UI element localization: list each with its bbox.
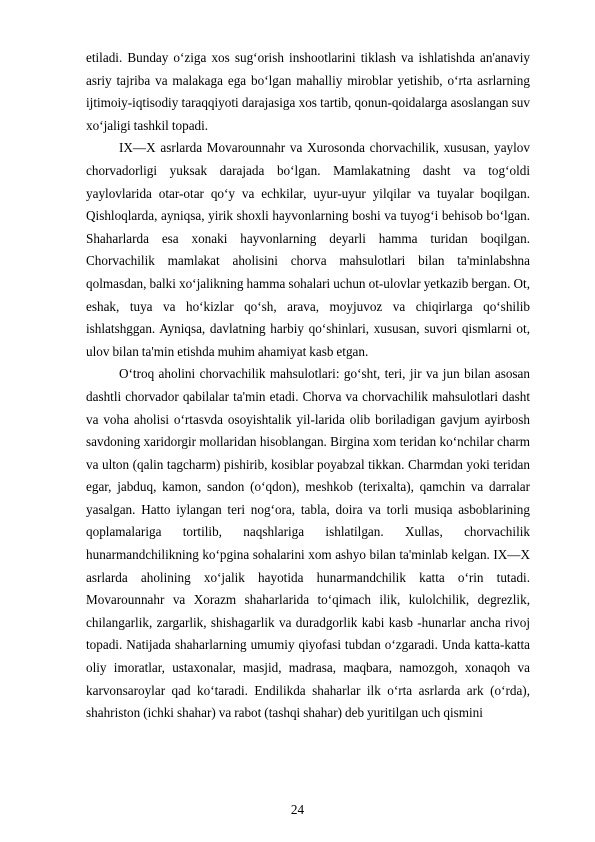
document-body bbox=[86, 47, 530, 725]
paragraph-livestock: IX—X asrlarda Movarounnahr va Xurosonda chorvachilik, xususan, yaylov chorvadorligi yuksak darajada bo‘lgan. Mamlakatning dasht va tog‘oldi yaylovlarida otar-otar qo‘y va echkilar, uyur-uyur yilqilar va tuyalar boqilgan. Qishloqlarda, ayniqsa, yirik shoxli hayvonlarning boshi va tuyog‘i behisob bo‘lgan. Shaharlarda esa xonaki hayvonlarning deyarli hamma turidan boqilgan. Chorvachilik mamlakat aholisini chorva mahsulotlari bilan ta'minlabshna qolmasdan, balki xo‘jalikning hamma sohalari uchun ot-ulovlar yetkazib bergan. Ot, eshak, tuya va ho‘kizlar qo‘sh, arava, moyjuvoz va chiqirlarga qo‘shilib ishlatshggan. Ayniqsa, davlatning harbiy qo‘shinlari, xususan, suvori qismlarni ot, ulov bilan ta'min etishda muhim ahamiyat kasb etgan. bbox=[86, 140, 530, 359]
paragraph-irrigation: etiladi. Bunday o‘ziga xos sug‘orish inshootlarini tiklash va ishlatishda an'anaviy asriy tajriba va malakaga ega bo‘lgan mahalliy miroblar yetishib, o‘rta asrlarning ijtimoiy-iqtisodiy taraqqiyoti darajasiga xos tartib, qonun-qoidalarga asoslangan suv xo‘jaligi tashkil topadi. bbox=[86, 50, 530, 133]
page-number: 24 bbox=[290, 802, 305, 817]
paragraph-crafts: O‘troq aholini chorvachilik mahsulotlari: go‘sht, teri, jir va jun bilan asosan dashtli chorvador qabilalar ta'min etadi. Chorva va chorvachilik mahsulotlari dasht va voha aholisi o‘rtasvda osoyishtalik yil-larida olib boriladigan gavjum ayirbosh savdoning xaridorgir mollaridan hisoblangan. Birgina xom teridan ko‘nchilar charm va ulton (qalin tagcharm) pishirib, kosiblar poyabzal tikkan. Charmdan yoki teridan egar, jabduq, kamon, sandon (o‘qdon), meshkob (terixalta), qamchin va darralar yasalgan. Hatto iylangan teri nog‘ora, tabla, doira va torli musiqa asboblarining qoplamalariga tortilib, naqshlariga ishlatilgan. Xullas, chorvachilik hunarmandchilikning ko‘pgina sohalarini xom ashyo bilan ta'minlab kelgan. IX—X asrlarda aholining xo‘jalik hayotida hunarmandchilik katta o‘rin tutadi. Movarounnahr va Xorazm shaharlarida to‘qimach ilik, kulolchilik, degrezlik, chilangarlik, zargarlik, shishagarlik va duradgorlik kabi kasb -hunarlar ancha rivoj topadi. Natijada shaharlarning umumiy qiyofasi tubdan o‘zgaradi. Unda katta-katta oliy imoratlar, ustaxonalar, masjid, madrasa, maqbara, namozgoh, xonaqoh va karvonsaroylar qad ko‘taradi. Endilikda shaharlar ilk o‘rta asrlarda ark (o‘rda), shahriston (ichki shahar) va rabot (tashqi shahar) deb yuritilgan uch qismini bbox=[86, 366, 530, 721]
